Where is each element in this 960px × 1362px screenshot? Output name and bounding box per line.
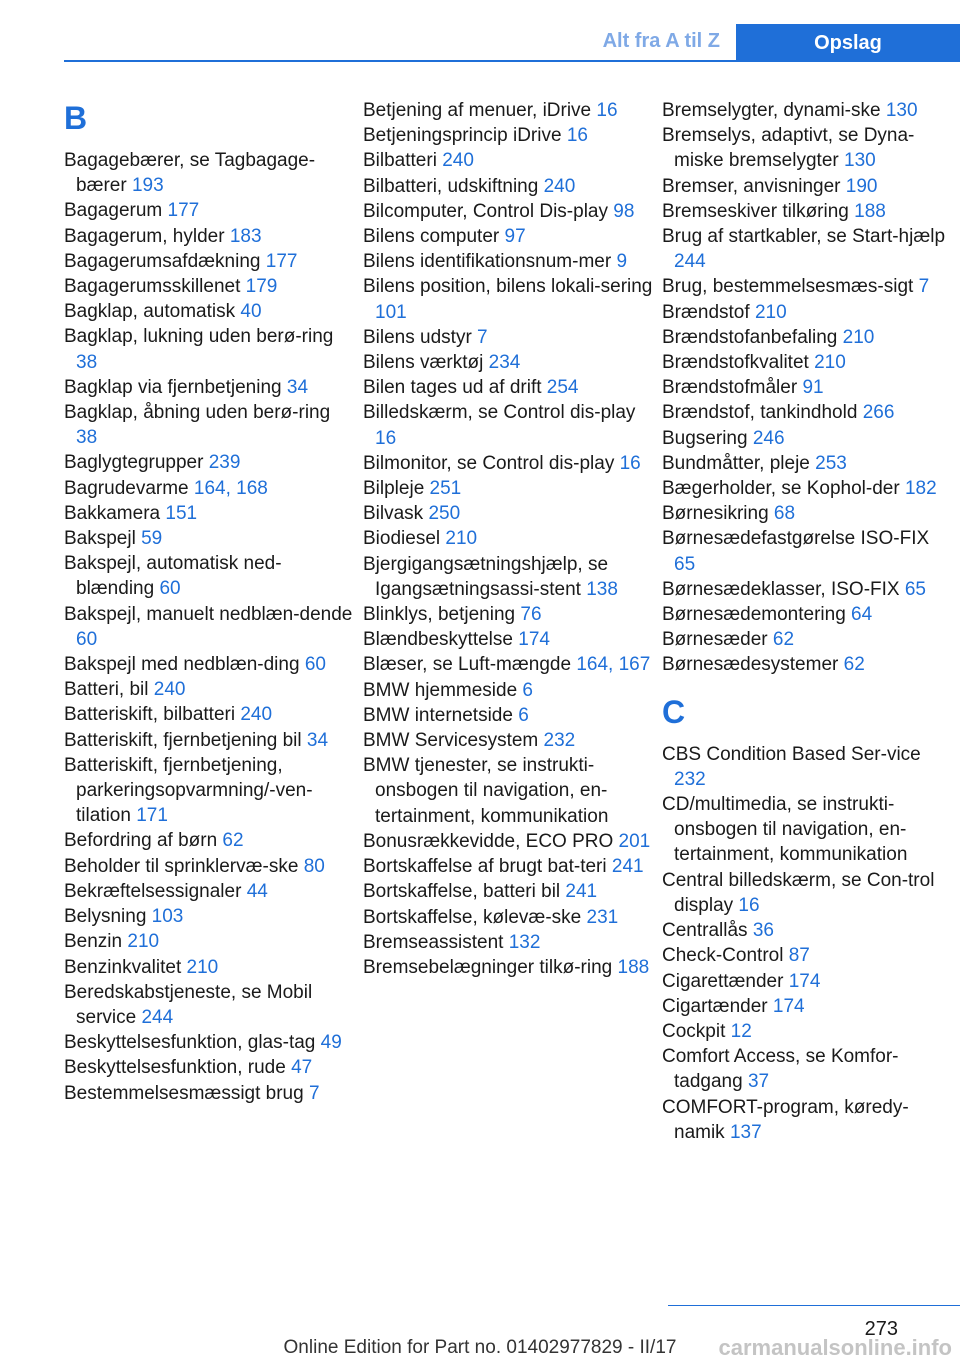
entry-term: Bilmonitor, se Control dis‐play <box>363 452 620 474</box>
entry-page-link[interactable]: 6 <box>518 704 529 726</box>
entry-term: Bremseskiver tilkøring <box>662 200 855 222</box>
entry-term: Bilbatteri, udskiftning <box>363 175 544 197</box>
entry-term: BMW Servicesystem <box>363 730 544 752</box>
header-section-title: Alt fra A til Z <box>602 30 720 52</box>
entry-term: Bortskaffelse af brugt bat‐teri <box>363 856 612 878</box>
entry-page-link[interactable]: 98 <box>613 200 635 222</box>
entry-term: Betjening af menuer, iDrive <box>363 100 597 121</box>
index-entry <box>64 400 354 450</box>
entry-page-link[interactable]: 232 <box>543 730 576 752</box>
entry-page-link[interactable]: 151 <box>165 502 198 524</box>
entry-term: Bilens position, bilens lokali‐sering <box>363 276 653 298</box>
entry-term: Befordring af børn <box>64 830 223 852</box>
entry-term: Børnesædefastgørelse ISO‐FIX <box>662 528 930 550</box>
entry-page-link[interactable]: 188 <box>854 200 886 222</box>
entry-page-link[interactable]: 68 <box>773 503 796 525</box>
entry-term: Bagrudevarme <box>64 477 194 499</box>
index-entry <box>662 451 954 476</box>
index-entry <box>363 325 655 350</box>
entry-page-link[interactable]: 12 <box>730 1020 752 1042</box>
index-entry <box>662 199 954 224</box>
entry-term: Comfort Access, se Komfor‐tadgang <box>662 1046 899 1093</box>
entry-page-link[interactable]: 40 <box>240 301 262 323</box>
entry-page-link[interactable]: 60 <box>304 654 326 676</box>
index-entry <box>64 551 354 601</box>
index-entry <box>363 451 655 476</box>
index-entry <box>64 450 354 475</box>
entry-list <box>662 98 954 678</box>
entry-page-link[interactable]: 266 <box>862 402 895 424</box>
entry-page-link[interactable]: 174 <box>772 995 805 1017</box>
index-entry <box>64 828 354 853</box>
entry-term: Central billedskærm, se Con‐trol display <box>662 869 935 916</box>
index-entry <box>363 678 655 703</box>
entry-term: BMW hjemmeside <box>363 679 523 701</box>
entry-page-link[interactable]: 62 <box>772 629 795 651</box>
index-entry <box>64 148 354 198</box>
index-entry <box>64 1030 354 1055</box>
entry-term: Bilpleje <box>363 478 430 500</box>
entry-term: Cigarettænder <box>662 970 789 992</box>
entry-page-link[interactable]: 201 <box>618 830 651 852</box>
index-entry <box>64 980 354 1030</box>
index-entry <box>363 879 655 904</box>
entry-term: Brændstof, tankindhold <box>662 402 863 424</box>
index-entry <box>662 918 954 943</box>
entry-page-link[interactable]: 164, 167 <box>576 654 651 676</box>
entry-page-link[interactable]: 240 <box>442 150 474 172</box>
index-entry <box>662 943 954 968</box>
entry-term: Brændstofanbefaling <box>662 326 843 348</box>
index-entry <box>662 652 954 677</box>
entry-page-link[interactable]: 37 <box>747 1071 770 1093</box>
entry-page-link[interactable]: 210 <box>754 301 787 323</box>
edition-note: Online Edition for Part no. 01402977829 - II/17 <box>283 1337 677 1358</box>
index-entry <box>64 224 354 249</box>
entry-page-link[interactable]: 60 <box>76 628 98 650</box>
entry-term: Bakspejl med nedblæn‐ding <box>64 654 305 676</box>
entry-page-link[interactable]: 244 <box>674 251 706 273</box>
entry-page-link[interactable]: 240 <box>153 679 186 701</box>
index-entry <box>64 476 354 501</box>
index-entry <box>64 929 354 954</box>
entry-term: Bilcomputer, Control Dis‐play <box>363 200 614 222</box>
entry-term: Blinklys, betjening <box>363 604 521 626</box>
index-entry <box>662 1044 954 1094</box>
index-column-2 <box>363 98 655 980</box>
entry-page-link[interactable]: 250 <box>428 503 461 525</box>
entry-page-link[interactable]: 241 <box>611 856 644 878</box>
entry-page-link[interactable]: 80 <box>303 855 325 877</box>
watermark: carmanualsonline.info <box>718 1335 952 1360</box>
entry-page-link[interactable]: 101 <box>375 301 407 323</box>
entry-page-link[interactable]: 254 <box>546 377 579 399</box>
entry-page-link[interactable]: 16 <box>738 894 760 916</box>
index-entry <box>662 602 954 627</box>
entry-term: Brændstofmåler <box>662 377 803 399</box>
entry-page-link[interactable]: 6 <box>522 679 533 701</box>
index-entry <box>64 955 354 980</box>
index-entry <box>662 174 954 199</box>
index-entry <box>363 123 655 148</box>
entry-list <box>363 98 655 980</box>
index-entry <box>64 299 354 324</box>
entry-term: CBS Condition Based Ser‐vice <box>662 743 921 765</box>
entry-page-link[interactable]: 16 <box>566 125 588 147</box>
entry-page-link[interactable]: 253 <box>815 452 847 474</box>
entry-term: Bestemmelsesmæssigt brug <box>64 1082 309 1104</box>
entry-term: Bilvask <box>363 503 429 525</box>
index-entry <box>662 792 954 868</box>
index-entry <box>363 148 655 173</box>
entry-page-link[interactable]: 97 <box>504 226 526 248</box>
index-column-3 <box>662 98 954 1145</box>
entry-page-link[interactable]: 234 <box>488 352 521 374</box>
entry-term: Betjeningsprincip iDrive <box>363 125 567 147</box>
index-entry <box>363 905 655 930</box>
entry-term: Biodiesel <box>363 528 446 550</box>
index-entry <box>662 325 954 350</box>
index-entry <box>64 1081 354 1106</box>
entry-page-link[interactable]: 182 <box>904 478 937 500</box>
entry-page-link[interactable]: 251 <box>429 478 462 500</box>
entry-term: Check-Control <box>662 945 789 967</box>
entry-term: Børnesæder <box>662 629 773 651</box>
index-entry <box>64 249 354 274</box>
entry-page-link[interactable]: 130 <box>844 150 876 172</box>
index-entry <box>662 1019 954 1044</box>
index-entry <box>363 753 655 829</box>
entry-term: BMW internetside <box>363 704 519 726</box>
entry-term: Bremseassistent <box>363 931 509 953</box>
entry-page-link[interactable]: 65 <box>674 553 696 575</box>
entry-term: Bilens identifikationsnum‐mer <box>363 251 617 273</box>
entry-term: Batteriskift, fjernbetjening bil <box>64 729 307 751</box>
entry-term: Batteriskift, bilbatteri <box>64 704 241 726</box>
header-tab: Opslag <box>736 24 960 62</box>
index-entry <box>64 274 354 299</box>
entry-list <box>64 148 354 1106</box>
entry-term: Benzin <box>64 931 128 953</box>
index-entry <box>64 728 354 753</box>
index-entry <box>363 249 655 274</box>
index-entry <box>363 526 655 551</box>
entry-page-link[interactable]: 132 <box>508 931 541 953</box>
entry-page-link[interactable]: 9 <box>616 251 628 273</box>
index-entry <box>64 501 354 526</box>
index-entry <box>662 969 954 994</box>
entry-page-link[interactable]: 239 <box>208 452 241 474</box>
index-entry <box>64 879 354 904</box>
index-letter-heading: C <box>662 693 686 730</box>
entry-page-link[interactable]: 241 <box>565 881 598 903</box>
entry-page-link[interactable]: 7 <box>477 326 488 348</box>
entry-page-link[interactable]: 179 <box>245 276 278 298</box>
entry-term: Bortskaffelse, batteri bil <box>363 881 566 903</box>
page-number: 273 <box>864 1318 898 1340</box>
entry-term: Cockpit <box>662 1020 731 1042</box>
index-entry <box>363 854 655 879</box>
index-entry <box>363 375 655 400</box>
index-entry <box>64 324 354 374</box>
entry-page-link[interactable]: 44 <box>246 880 268 902</box>
entry-term: Bagagerum, hylder <box>64 225 230 247</box>
entry-page-link[interactable]: 36 <box>752 920 774 942</box>
entry-term: Bilens udstyr <box>363 326 478 348</box>
entry-term: CD/multimedia, se instrukti‐onsbogen til navigation, en‐tertainment, kommunikation <box>662 794 908 866</box>
entry-term: Bagagerumsskillenet <box>64 276 246 298</box>
index-entry <box>662 526 954 576</box>
entry-page-link[interactable]: 240 <box>240 704 273 726</box>
entry-page-link[interactable]: 65 <box>904 578 926 600</box>
index-entry <box>363 552 655 602</box>
entry-term: Bremser, anvisninger <box>662 175 846 197</box>
entry-page-link[interactable]: 137 <box>729 1121 762 1143</box>
index-entry <box>363 224 655 249</box>
entry-page-link[interactable]: 232 <box>674 768 706 790</box>
entry-page-link[interactable]: 177 <box>265 250 298 272</box>
entry-term: Bagklap, automatisk <box>64 301 241 323</box>
entry-page-link[interactable]: 183 <box>229 225 262 247</box>
entry-page-link[interactable]: 210 <box>445 528 478 550</box>
index-entry <box>662 400 954 425</box>
entry-page-link[interactable]: 246 <box>752 427 785 449</box>
index-entry <box>64 198 354 223</box>
entry-page-link[interactable]: 193 <box>131 175 164 197</box>
entry-page-link[interactable]: 16 <box>619 452 641 474</box>
index-entry <box>64 677 354 702</box>
entry-page-link[interactable]: 64 <box>851 604 873 626</box>
entry-page-link[interactable]: 59 <box>141 528 163 550</box>
entry-term: Bortskaffelse, kølevæ‐ske <box>363 906 587 928</box>
entry-page-link[interactable]: 62 <box>222 830 244 852</box>
index-column-1 <box>64 98 354 1106</box>
entry-term: Bagagebærer, se Tagbagage‐bærer <box>64 150 316 197</box>
entry-term: Bægerholder, se Kophol‐der <box>662 478 905 500</box>
footer-rule <box>668 1305 960 1306</box>
index-entry <box>662 1095 954 1145</box>
entry-page-link[interactable]: 16 <box>375 427 397 449</box>
entry-term: Centrallås <box>662 920 753 942</box>
entry-term: Bagklap via fjernbetjening <box>64 376 287 398</box>
entry-list <box>662 742 954 1145</box>
entry-page-link[interactable]: 244 <box>141 1006 174 1028</box>
entry-term: Børnesædeklasser, ISO‐FIX <box>662 578 905 600</box>
entry-page-link[interactable]: 38 <box>76 351 98 373</box>
index-entry <box>363 199 655 224</box>
index-letter-heading: B <box>64 100 88 136</box>
entry-term: Børnesikring <box>662 503 774 525</box>
entry-page-link[interactable]: 171 <box>136 805 168 827</box>
entry-page-link[interactable]: 60 <box>159 578 181 600</box>
entry-page-link[interactable]: 210 <box>814 352 846 374</box>
entry-page-link[interactable]: 130 <box>885 100 918 121</box>
entry-term: Beskyttelsesfunktion, glas‐tag <box>64 1032 321 1054</box>
entry-page-link[interactable]: 188 <box>617 956 650 978</box>
index-entry <box>64 526 354 551</box>
index-entry <box>662 476 954 501</box>
index-entry <box>363 476 655 501</box>
entry-term: Belysning <box>64 906 152 928</box>
entry-page-link[interactable]: 177 <box>167 200 200 222</box>
index-entry <box>64 602 354 652</box>
entry-term: Bakspejl <box>64 528 142 550</box>
index-entry <box>363 501 655 526</box>
entry-page-link[interactable]: 62 <box>843 654 865 676</box>
entry-term: Beskyttelsesfunktion, rude <box>64 1057 292 1079</box>
entry-term: Beholder til sprinklervæ‐ske <box>64 855 304 877</box>
index-entry <box>363 728 655 753</box>
index-entry <box>64 652 354 677</box>
index-entry <box>662 98 954 123</box>
entry-page-link[interactable]: 7 <box>308 1082 320 1104</box>
entry-term: Bilbatteri <box>363 150 443 172</box>
entry-page-link[interactable]: 76 <box>520 604 542 626</box>
entry-page-link[interactable]: 7 <box>918 276 930 298</box>
entry-page-link[interactable]: 210 <box>186 956 219 978</box>
entry-page-link[interactable]: 174 <box>518 629 550 651</box>
entry-term: Bugsering <box>662 427 753 449</box>
entry-page-link[interactable]: 87 <box>788 945 810 967</box>
entry-term: Brændstof <box>662 301 755 323</box>
entry-page-link[interactable]: 38 <box>76 427 98 449</box>
entry-term: Bilens computer <box>363 226 505 248</box>
entry-page-link[interactable]: 34 <box>306 729 329 751</box>
entry-term: Bakspejl, manuelt nedblæn‐dende <box>64 603 353 625</box>
index-entry <box>363 955 655 980</box>
entry-term: Brug af startkabler, se Start‐hjælp <box>662 226 946 248</box>
entry-term: Batteriskift, fjernbetjening, parkeringsopvarmning/-ven‐tilation <box>64 754 313 827</box>
entry-term: Bjergigangsætningshjælp, se Igangsætningsassi‐stent <box>363 553 609 600</box>
index-entry <box>363 829 655 854</box>
entry-term: Bremselygter, dynami‐ske <box>662 100 886 121</box>
entry-term: Bilen tages ud af drift <box>363 377 547 399</box>
index-entry <box>64 904 354 929</box>
entry-term: Cigartænder <box>662 995 773 1017</box>
entry-term: Bagklap, lukning uden berø‐ring <box>64 326 334 348</box>
index-entry <box>64 854 354 879</box>
index-entry <box>363 400 655 450</box>
entry-term: Billedskærm, se Control dis‐play <box>363 402 636 424</box>
index-entry <box>662 300 954 325</box>
entry-term: COMFORT-program, køredy‐namik <box>662 1096 909 1143</box>
entry-term: Brændstofkvalitet <box>662 352 815 374</box>
entry-term: Bagklap, åbning uden berø‐ring <box>64 402 331 424</box>
entry-term: BMW tjenester, se instrukti‐onsbogen til navigation, en‐tertainment, kommunikation <box>363 755 609 827</box>
index-entry <box>363 652 655 677</box>
index-entry <box>363 98 655 123</box>
entry-page-link[interactable]: 210 <box>127 931 160 953</box>
index-entry <box>662 868 954 918</box>
entry-term: Bundmåtter, pleje <box>662 452 816 474</box>
entry-page-link[interactable]: 34 <box>286 376 309 398</box>
entry-page-link[interactable]: 91 <box>802 377 824 399</box>
index-entry <box>662 994 954 1019</box>
entry-term: Bakkamera <box>64 502 166 524</box>
index-entry <box>662 577 954 602</box>
entry-term: Bremsebelægninger tilkø‐ring <box>363 956 618 978</box>
index-entry <box>662 742 954 792</box>
entry-page-link[interactable]: 164, 168 <box>193 477 268 499</box>
entry-term: Bagagerumsafdækning <box>64 250 266 272</box>
entry-page-link[interactable]: 240 <box>543 175 576 197</box>
entry-term: Bremselys, adaptivt, se Dyna‐miske bremselygter <box>662 125 915 172</box>
index-entry <box>363 930 655 955</box>
index-entry <box>662 627 954 652</box>
index-entry <box>662 123 954 173</box>
index-entry <box>363 602 655 627</box>
entry-page-link[interactable]: 231 <box>586 906 619 928</box>
entry-term: Benzinkvalitet <box>64 956 187 978</box>
index-entry <box>662 501 954 526</box>
entry-term: Blæser, se Luft‐mængde <box>363 654 577 676</box>
index-entry <box>363 350 655 375</box>
entry-page-link[interactable]: 49 <box>320 1032 342 1054</box>
index-entry <box>64 375 354 400</box>
entry-term: Batteri, bil <box>64 679 154 701</box>
entry-page-link[interactable]: 138 <box>586 578 618 600</box>
entry-term: Bekræftelsessignaler <box>64 880 247 902</box>
entry-term: Bagagerum <box>64 200 168 222</box>
entry-page-link[interactable]: 16 <box>596 100 618 121</box>
entry-term: Bilens værktøj <box>363 352 489 374</box>
index-entry <box>363 703 655 728</box>
index-entry <box>64 702 354 727</box>
entry-term: Beredskabstjeneste, se Mobil service <box>64 981 313 1028</box>
index-entry <box>64 1055 354 1080</box>
index-entry <box>662 426 954 451</box>
entry-page-link[interactable]: 174 <box>788 970 821 992</box>
index-entry <box>662 350 954 375</box>
entry-term: Baglygtegrupper <box>64 452 209 474</box>
entry-page-link[interactable]: 47 <box>291 1057 313 1079</box>
index-entry <box>363 274 655 324</box>
index-entry <box>662 274 954 299</box>
index-entry <box>363 174 655 199</box>
entry-page-link[interactable]: 190 <box>845 175 878 197</box>
entry-page-link[interactable]: 210 <box>842 326 875 348</box>
entry-term: Bakspejl, automatisk ned‐blænding <box>64 553 282 600</box>
entry-term: Bonusrækkevidde, ECO PRO <box>363 830 619 852</box>
index-entry <box>64 753 354 829</box>
entry-page-link[interactable]: 103 <box>151 906 184 928</box>
entry-term: Børnesædesystemer <box>662 654 844 676</box>
entry-term: Børnesædemontering <box>662 604 852 626</box>
index-entry <box>662 375 954 400</box>
entry-term: Brug, bestemmelsesmæs‐sigt <box>662 276 919 298</box>
index-entry <box>662 224 954 274</box>
entry-term: Blændbeskyttelse <box>363 629 519 651</box>
index-entry <box>363 627 655 652</box>
